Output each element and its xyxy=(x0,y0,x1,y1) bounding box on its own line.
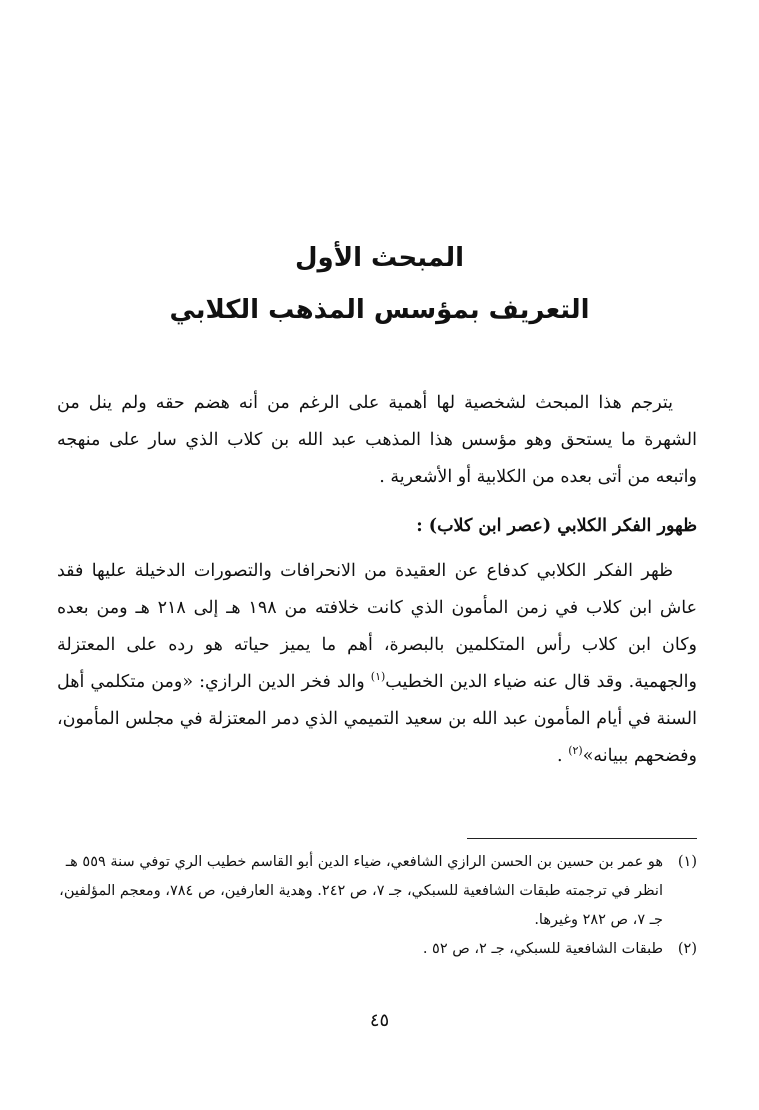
section-heading: ظهور الفكر الكلابي (عصر ابن كلاب) : xyxy=(416,516,697,536)
footnote-1 xyxy=(47,848,697,935)
footnote-text: طبقات الشافعية للسبكي، جـ ٢، ص ٥٢ . xyxy=(422,941,663,957)
chapter-titles xyxy=(0,232,759,336)
footnote-divider xyxy=(467,838,697,839)
chapter-subtitle: التعريف بمؤسس المذهب الكلابي xyxy=(169,295,590,325)
footnote-number: (٢) xyxy=(677,941,697,957)
section-text-part2: والد فخر الدين الرازي: «ومن متكلمي أهل السنة في أيام المأمون عبد الله بن سعيد التميمي الذي دمر المعتزلة في مجلس المأمون، وفضحهم ببيانه» xyxy=(57,672,697,766)
footnotes xyxy=(47,848,697,964)
page-number: ٤٥ xyxy=(369,1010,390,1031)
chapter-title: المبحث الأول xyxy=(294,243,465,273)
footnote-text: هو عمر بن حسين بن الحسن الرازي الشافعي، ضياء الدين أبو القاسم خطيب الري توفي سنة ٥٥٩ هـ انظر في ترجمته طبقات الشافعية للسبكي، جـ ٧، ص ٢٤٢. وهدية العارفين، ص ٧٨٤، ومعجم المؤلفين، جـ ٧، ص ٢٨٢ وغيرها. xyxy=(59,854,663,928)
footnote-2 xyxy=(47,935,697,964)
section-text-end: . xyxy=(557,746,569,766)
intro-paragraph: يترجم هذا المبحث لشخصية لها أهمية على الرغم من أنه هضم حقه ولم ينل من الشهرة ما يستحق وهو مؤسس هذا المذهب عبد الله بن كلاب الذي سار على منهجه واتبعه من أتى بعده من الكلابية أو الأشعرية . xyxy=(57,393,697,487)
section-text-part1: ظهر الفكر الكلابي كدفاع عن العقيدة من الانحرافات والتصورات الدخيلة عليها فقد عاش ابن كلاب في زمن المأمون الذي كانت خلافته من ١٩٨ هـ إلى ٢١٨ هـ ومن بعده وكان ابن كلاب رأس المتكلمين بالبصرة، أهم ما يميز حياته هو رده على المعتزلة والجهمية. وقد قال عنه ضياء الدين الخطيب xyxy=(57,561,698,692)
footnote-number: (١) xyxy=(677,854,697,870)
footnote-ref-2[interactable]: (٢) xyxy=(568,744,583,758)
section-paragraph xyxy=(57,553,697,775)
body-text xyxy=(57,385,697,775)
footnote-ref-1[interactable]: (١) xyxy=(370,670,386,684)
